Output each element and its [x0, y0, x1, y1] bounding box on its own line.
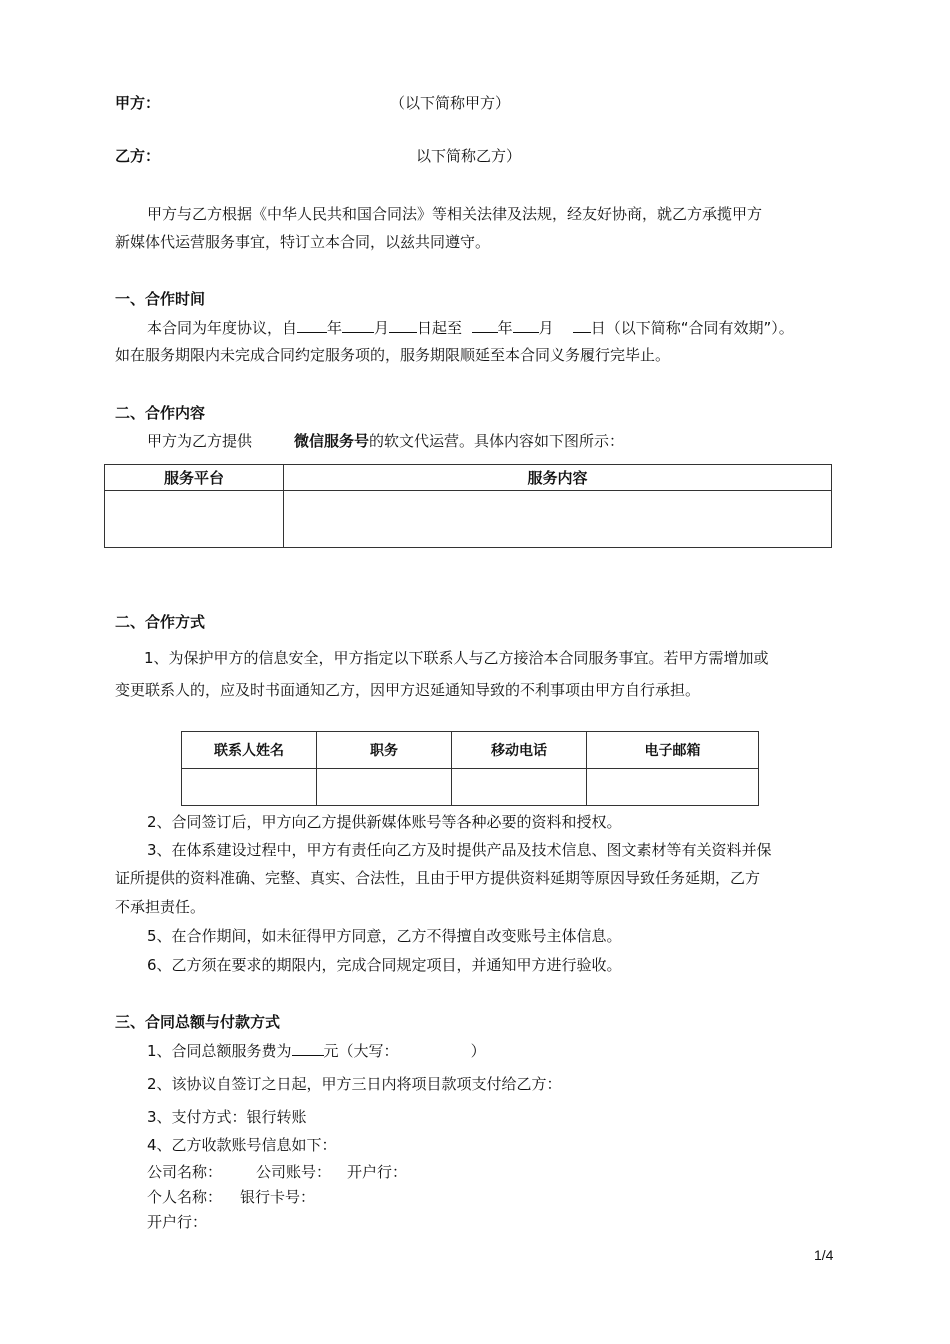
section-3-heading: 二、合作方式: [115, 613, 206, 631]
cooperation-item-5: 5、在合作期间，如未征得甲方同意，乙方不得擅自改变账号主体信息。: [147, 927, 622, 945]
party-a-note: （以下简称甲方）: [390, 94, 511, 112]
contact-table-cell: [587, 769, 759, 806]
contact-table-cell: [317, 769, 452, 806]
company-account-info: 公司名称： 公司账号： 开户行：: [147, 1163, 408, 1181]
section-4-heading: 三、合同总额与付款方式: [115, 1013, 281, 1031]
service-table-cell: [284, 491, 832, 548]
service-table: [104, 464, 832, 548]
payment-item-3: 3、支付方式：银行转账: [147, 1108, 307, 1126]
party-b-label: 乙方：: [115, 147, 161, 165]
contact-table-header: 职务: [317, 732, 452, 769]
service-table-header: 服务内容: [284, 465, 832, 491]
personal-bank: 开户行：: [147, 1213, 208, 1231]
page-number: 1/4: [814, 1247, 834, 1263]
cooperation-item-1-line-2: 变更联系人的，应及时书面通知乙方，因甲方迟延通知导致的不利事项由甲方自行承担。: [115, 681, 701, 699]
cooperation-item-6: 6、乙方须在要求的期限内，完成合同规定项目，并通知甲方进行验收。: [147, 956, 622, 974]
service-table-cell: [105, 491, 284, 548]
section-2-heading: 二、合作内容: [115, 404, 206, 422]
payment-item-2: 2、该协议自签订之日起，甲方三日内将项目款项支付给乙方：: [147, 1075, 562, 1093]
service-description: 甲方为乙方提供 微信服务号的软文代运营。具体内容如下图所示：: [147, 432, 625, 450]
term-clause: 本合同为年度协议，自 年 月 日起至 年 月 日（以下简称“合同有效期”）。: [147, 316, 794, 339]
contact-table-header: 移动电话: [452, 732, 587, 769]
contact-table: [181, 731, 759, 806]
cooperation-item-3-line-2: 证所提供的资料准确、完整、真实、合法性，且由于甲方提供资料延期等原因导致任务延期，乙方: [115, 869, 761, 887]
cooperation-item-1-line-1: 1、为保护甲方的信息安全，甲方指定以下联系人与乙方接洽本合同服务事宜。若甲方需增加或: [144, 649, 769, 667]
payment-item-1: 1、合同总额服务费为 元（大写： ）: [147, 1039, 486, 1062]
party-a-label: 甲方：: [115, 94, 161, 112]
contact-table-header: 电子邮箱: [587, 732, 759, 769]
cooperation-item-3-line-1: 3、在体系建设过程中，甲方有责任向乙方及时提供产品及技术信息、图文素材等有关资料并保: [147, 841, 772, 859]
contact-table-cell: [452, 769, 587, 806]
cooperation-item-3-line-3: 不承担责任。: [115, 898, 206, 916]
intro-line-1: 甲方与乙方根据《中华人民共和国合同法》等相关法律及法规，经友好协商，就乙方承揽甲方: [147, 205, 763, 223]
payment-item-4: 4、乙方收款账号信息如下：: [147, 1136, 337, 1154]
section-1-heading: 一、合作时间: [115, 290, 206, 308]
contact-table-header: 联系人姓名: [182, 732, 317, 769]
intro-line-2: 新媒体代运营服务事宜，特订立本合同，以兹共同遵守。: [115, 233, 491, 251]
service-table-header: 服务平台: [105, 465, 284, 491]
personal-account-info: 个人名称： 银行卡号：: [147, 1188, 316, 1206]
contact-table-cell: [182, 769, 317, 806]
cooperation-item-2: 2、合同签订后，甲方向乙方提供新媒体账号等各种必要的资料和授权。: [147, 813, 622, 831]
party-b-note: 以下简称乙方）: [416, 147, 522, 165]
term-extension: 如在服务期限内未完成合同约定服务项的，服务期限顺延至本合同义务履行完毕止。: [115, 346, 671, 364]
